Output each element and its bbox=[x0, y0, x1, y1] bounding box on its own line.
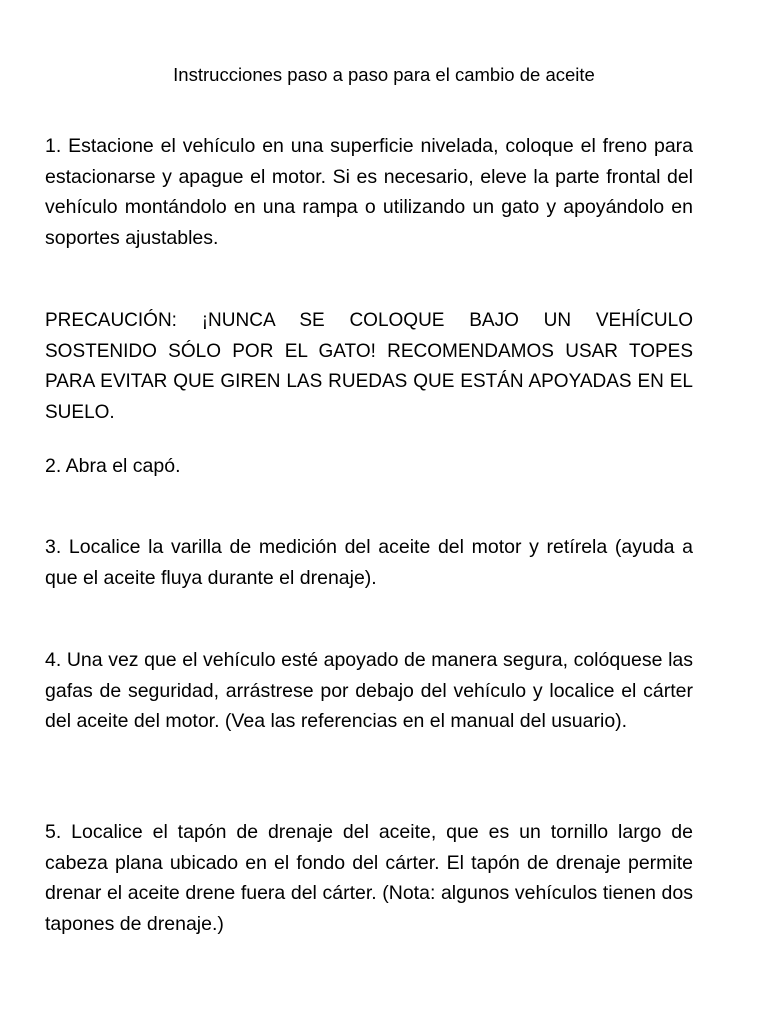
warning-paragraph: PRECAUCIÓN: ¡NUNCA SE COLOQUE BAJO UN VEHÍCULO SOSTENIDO SÓLO POR EL GATO! RECOMENDAMOS USAR TOPES PARA EVITAR QUE GIREN LAS RUEDAS QUE ESTÁN APOYADAS EN EL SUELO. bbox=[45, 310, 693, 423]
step-4-paragraph: 4. Una vez que el vehículo esté apoyado de manera segura, colóquese las gafas de seguridad, arrástrese por debajo del vehículo y localice el cárter del aceite del motor. (Vea las referencias en el manual del usuario). bbox=[45, 649, 693, 732]
step-5-paragraph: 5. Localice el tapón de drenaje del aceite, que es un tornillo largo de cabeza plana ubicado en el fondo del cárter. El tapón de drenaje permite drenar el aceite drene fuera del cárter. (Nota: algunos vehículos tienen dos tapones de drenaje.) bbox=[45, 821, 693, 935]
step-2-paragraph: 2. Abra el capó. bbox=[45, 455, 181, 477]
document-title: Instrucciones paso a paso para el cambio de aceite bbox=[173, 64, 595, 85]
step-3-paragraph: 3. Localice la varilla de medición del aceite del motor y retírela (ayuda a que el aceite fluya durante el drenaje). bbox=[45, 536, 693, 589]
step-1-paragraph: 1. Estacione el vehículo en una superficie nivelada, coloque el freno para estacionarse y apague el motor. Si es necesario, eleve la parte frontal del vehículo montándolo en una rampa o utilizando un gato y apoyándolo en soportes ajustables. bbox=[45, 135, 693, 249]
